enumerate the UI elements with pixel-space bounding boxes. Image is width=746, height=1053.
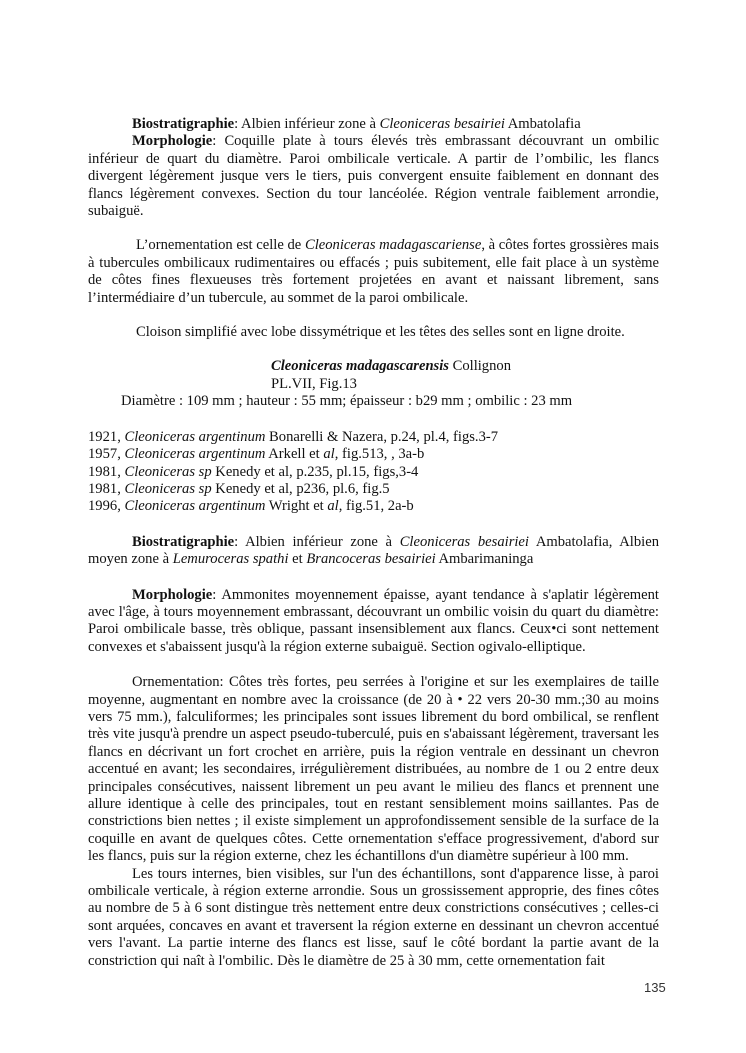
paragraph-inner-whorls: Les tours internes, bien visibles, sur l'un des échantillons, sont d'apparence lisse, à paroi ombilicale verticale, à région externe arrondie. Sous un grossissement approprie, des fines côtes au nombre de 5 à 6 sont distingue très nettement entre deux constrictions consécutives ; celles-ci sont arquées, concaves en avant et traversent la région externe en dessinant un chevron accentué vers l'avant. La partie interne des flancs est lisse, sauf le côté bordant la partie avant de la constriction qui naît à l'ombilic. Dès le diamètre de 25 à 30 mm, cette ornementation fait [88, 865, 659, 969]
label-morphologie: Morphologie [132, 586, 213, 603]
paragraph-biostratigraphy-2 [88, 534, 659, 569]
taxon-name: Cleoniceras madagascariense [304, 237, 482, 254]
paragraph-suture: Cloison simplifié avec lobe dissymétrique et les têtes des selles sont en ligne droite. [136, 324, 625, 341]
species-name: Cleoniceras madagascarensis [271, 358, 449, 375]
label-biostratigraphie: Biostratigraphie [132, 116, 235, 132]
synonymy-item [88, 429, 659, 446]
text: al [323, 446, 335, 463]
species-heading [271, 358, 659, 393]
synonymy-list [88, 429, 659, 516]
synonymy-item [88, 446, 659, 463]
taxon-name: Cleoniceras argentinum [124, 498, 266, 515]
paragraph-ornamentation-1 [88, 237, 659, 307]
paragraph-ornamentation-2: Ornementation: Côtes très fortes, peu serrées à l'origine et sur les exemplaires de taille moyenne, augmentant en nombre avec la croissance (de 20 à • 22 vers 20-30 mm.;30 au moins vers 75 mm.), falculiformes; les principales sont issues librement du bord ombilical, se renflent très vite jusqu'à prendre un aspect pseudo-tuberculé, puis en s'abaissant légèrement, traversant les flancs en décrivant un fort crochet en arrière, puis la région ventrale en dessinant un chevron accentué en avant; les secondaires, irrégulièrement distribuées, au nombre de 1 ou 2 entre deux principales consécutives, naissent librement un peu avant le milieu des flancs et prennent une allure identique à celle des principales, tout en restant sensiblement moins saillantes. Pas de constrictions bien nettes ; il existe simplement un approfondissement sensible de la surface de la coquille en avant de quelques côtes. Cette ornementation s'efface progressivement, d'abord sur les flancs, puis sur la région externe, chez les échantillons d'un diamètre supérieur à l00 mm. [88, 674, 659, 865]
page-body [88, 116, 659, 970]
species-author: Collignon [448, 358, 511, 375]
text: 1981, [88, 463, 125, 480]
text: Ambatolafia, Albien moyen zone à [88, 533, 659, 568]
paragraph-morphology-1 [88, 133, 659, 220]
text: , fig.513, , 3a-b [334, 446, 425, 463]
text: Bonarelli & Nazera, p.24, pl.4, figs.3-7 [265, 428, 499, 445]
paragraph-morphology-2 [88, 587, 659, 657]
text: Ambatolafia [504, 116, 581, 132]
page-number: 135 [644, 980, 666, 995]
synonymy-item [88, 481, 659, 498]
taxon-name: Cleoniceras besairiei [379, 116, 505, 132]
text: 1981, [88, 480, 125, 497]
text: , à côtes fortes grossières mais à tubercules ombilicaux rudimentaires ou effacés ; puis subitement, elle fait place à un système de côtes fines flexueuses très fortement projetées en avant et naissant librement, sans l’intermédiaire d’un tubercule, au sommet de la paroi ombilicale. [88, 237, 659, 306]
text: : Coquille plate à tours élevés très embrassant découvrant un ombilic inférieur de quart du diamètre. Paroi ombilicale verticale. A partir de l’ombilic, les flancs divergent légèrement jusque vers le tiers, puis convergent ensuite faiblement en donnant des flancs légèrement convexes. Section du tour lancéolée. Région ventrale faiblement arrondie, subaiguë. [88, 133, 659, 220]
text: L’ornementation est celle de [136, 237, 305, 254]
text: 1996, [88, 498, 125, 515]
text: 1921, [88, 428, 125, 445]
taxon-name: Cleoniceras sp [124, 463, 212, 480]
text: 1957, [88, 446, 125, 463]
taxon-name: Cleoniceras argentinum [124, 446, 266, 463]
taxon-name: Lemuroceras spathi [172, 551, 289, 568]
text: Kenedy et al, p.235, pl.15, figs,3-4 [211, 463, 419, 480]
text: Ambarimaninga [435, 551, 534, 568]
synonymy-item [88, 464, 659, 481]
text: Wright et [265, 498, 328, 515]
paragraph-biostratigraphy-1 [88, 116, 659, 133]
text: , fig.51, 2a-b [338, 498, 414, 515]
text: et [288, 551, 307, 568]
taxon-name: Cleoniceras besairiei [399, 533, 529, 550]
plate-reference: PL.VII, Fig.13 [271, 375, 357, 392]
label-biostratigraphie: Biostratigraphie [132, 533, 235, 550]
synonymy-item [88, 498, 659, 515]
text: : Albien inférieur zone à [234, 533, 400, 550]
dimensions-line: Diamètre : 109 mm ; hauteur : 55 mm; épaisseur : b29 mm ; ombilic : 23 mm [121, 393, 573, 410]
text: Kenedy et al, p236, pl.6, fig.5 [211, 480, 390, 497]
label-morphologie: Morphologie [132, 133, 213, 150]
taxon-name: Cleoniceras sp [124, 480, 212, 497]
text: Arkell et [265, 446, 324, 463]
text: al [327, 498, 339, 515]
text: : Ammonites moyennement épaisse, ayant tendance à s'aplatir légèrement avec l'âge, à tours moyennement embrassant, découvrant un ombilic voisin du quart du diamètre: Paroi ombilicale basse, très oblique, passant insensiblement aux flancs. Ceux•ci sont nettement convexes et s'abaissent jusqu'à la région externe subaiguë. Section ogivalo-elliptique. [88, 586, 659, 655]
taxon-name: Cleoniceras argentinum [124, 428, 266, 445]
text: : Albien inférieur zone à [234, 116, 380, 132]
taxon-name: Brancoceras besairiei [306, 551, 436, 568]
